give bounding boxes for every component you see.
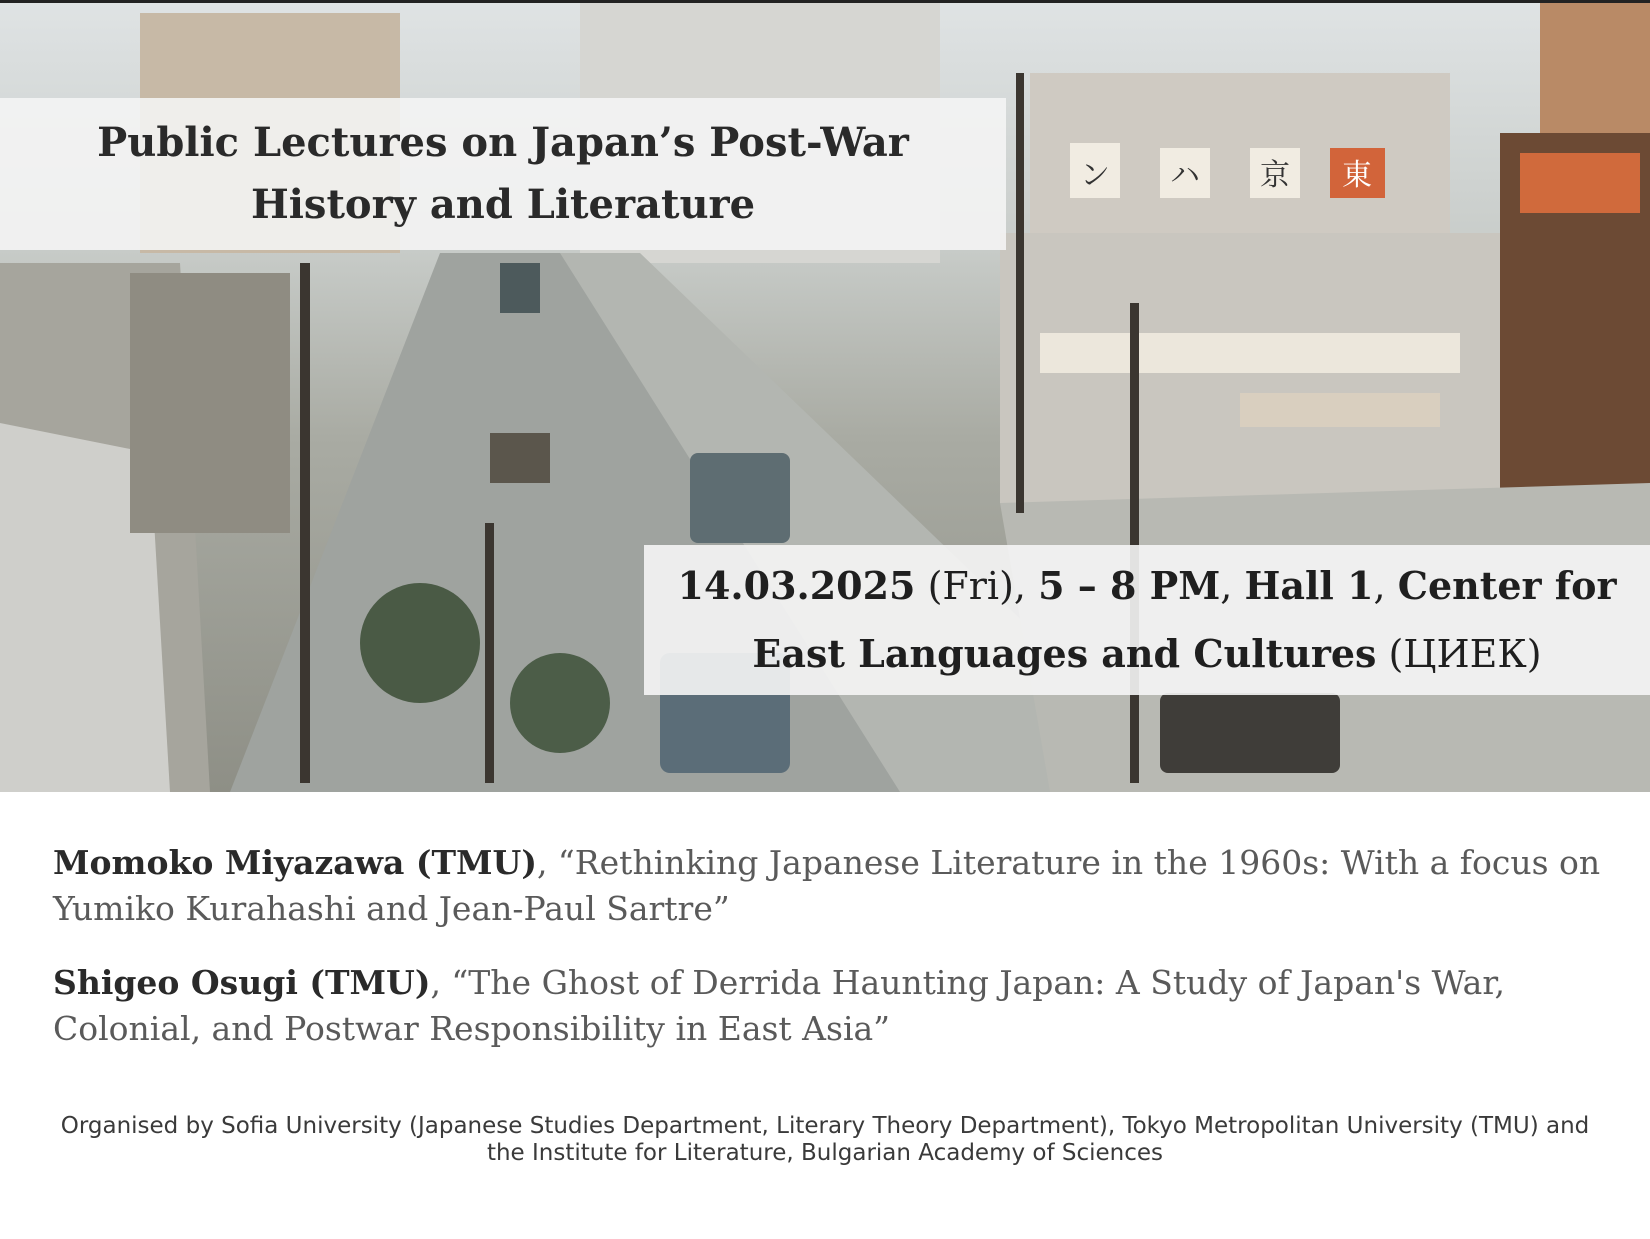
street-photo: [0, 3, 1650, 792]
event-day: (Fri),: [915, 564, 1039, 608]
event-venue-line-2: East Languages and Cultures: [752, 631, 1377, 676]
event-hall: Hall 1: [1244, 563, 1374, 608]
talk-title: , “Rethinking Japanese Literature in the 1960s: With a focus on Yumiko Kurahashi and Jean-Paul Sartre”: [53, 843, 1601, 928]
talk-title: , “The Ghost of Derrida Haunting Japan: A Study of Japan's War, Colonial, and Postwar Responsibility in East Asia”: [53, 963, 1505, 1048]
page-title: [83, 112, 923, 236]
svg-text:東: 東: [1342, 158, 1372, 193]
svg-text:ハ: ハ: [1170, 158, 1200, 193]
organiser-note: [40, 1113, 1610, 1167]
talk-speaker: Momoko Miyazawa (TMU): [53, 843, 537, 882]
svg-text:京: 京: [1260, 158, 1290, 193]
separator: ,: [1373, 564, 1398, 608]
event-venue-abbr: (ЦИЕК): [1376, 632, 1542, 676]
event-details-banner: [644, 545, 1650, 695]
svg-text:ン: ン: [1080, 158, 1110, 193]
event-date: 14.03.2025: [677, 563, 916, 608]
organiser-line-1: Organised by Sofia University (Japanese Studies Department, Literary Theory Department), Tokyo Metropolitan University (TMU) and: [60, 1113, 1590, 1139]
event-time: 5 – 8 PM: [1038, 563, 1221, 608]
event-details: [667, 552, 1627, 688]
talk-item: [53, 960, 1613, 1052]
event-venue-line-1: Center for: [1397, 563, 1617, 608]
talk-item: [53, 840, 1613, 932]
separator: ,: [1220, 564, 1245, 608]
title-line-2: History and Literature: [250, 181, 756, 228]
title-line-1: Public Lectures on Japan’s Post-War: [97, 119, 909, 166]
title-banner: [0, 98, 1006, 250]
organiser-line-2: the Institute for Literature, Bulgarian Academy of Sciences: [486, 1140, 1164, 1166]
talk-list: [53, 840, 1613, 1080]
talk-speaker: Shigeo Osugi (TMU): [53, 963, 431, 1002]
